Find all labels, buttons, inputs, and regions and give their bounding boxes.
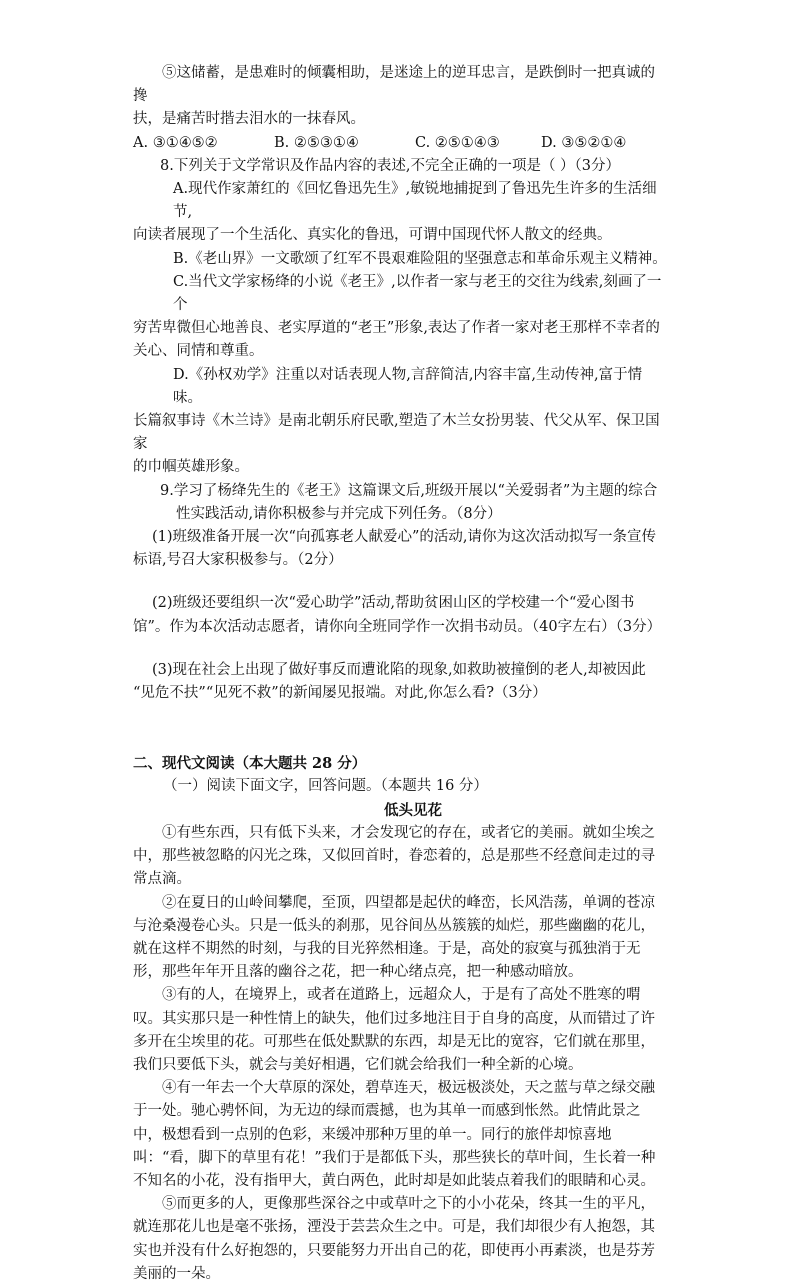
- q8-option-d-line2: 长篇叙事诗《木兰诗》是南北朝乐府民歌,塑造了木兰女扮男装、代父从军、保卫国家: [133, 413, 660, 453]
- q8-option-a-line2: 向读者展现了一个生活化、真实化的鲁迅，可谓中国现代怀人散文的经典。: [133, 227, 612, 244]
- q9-sub2-answer-space[interactable]: [133, 639, 667, 659]
- q8-option-c-line3: 关心、同情和尊重。: [133, 343, 264, 360]
- q7-item5-line1: ⑤这储蓄，是患难时的倾囊相助，是迷途上的逆耳忠言，是跌倒时一把真诚的搀: [133, 65, 655, 105]
- q8-option-d-line1: D.《孙权劝学》注重以对话表现人物,言辞简洁,内容丰富,生动传神,富于情味。: [173, 366, 643, 406]
- subsection-heading: （一）阅读下面文字，回答问题。（本题共 16 分）: [163, 778, 488, 795]
- q7-options: [133, 132, 667, 155]
- q7-option-b[interactable]: B. ②⑤③①④: [274, 134, 359, 151]
- q9-stem-line2: 性实践活动,请你积极参与并完成下列任务。（8分）: [176, 505, 502, 522]
- article-paragraph: ⑤而更多的人，更像那些深谷之中或草叶之下的小小花朵，终其一生的平凡，就连那花儿也是毫不张扬，湮没于芸芸众生之中。可是，我们却很少有人抱怨，其实也并没有什么好抱怨的，只要能努力开出自己的花，即使再小再素淡，也是芬芳美丽的一朵。: [133, 1196, 655, 1282]
- q7-option-d[interactable]: D. ③⑤②①④: [541, 134, 627, 151]
- q8-stem: 8.下列关于文学常识及作品内容的表述,不完全正确的一项是（ ）（3分）: [160, 157, 621, 174]
- page-content: [133, 62, 667, 1286]
- q8-option-d-line3: 的巾帼英雄形象。: [133, 459, 249, 476]
- q9-sub2-line1: (2)班级还要组织一次“爱心助学”活动,帮助贫困山区的学校建一个“爱心图书: [152, 595, 635, 612]
- q7-option-c[interactable]: C. ②⑤①④③: [415, 134, 500, 151]
- article-title: 低头见花: [384, 801, 442, 819]
- q8-option-c-line2: 穷苦卑微但心地善良、老实厚道的“老王”形象,表达了作者一家对老王那样不幸者的: [133, 320, 660, 337]
- q8-option-a-line1: A.现代作家萧红的《回忆鲁迅先生》,敏锐地捕捉到了鲁迅先生许多的生活细节,: [173, 181, 657, 221]
- q9-sub1-line1: (1)班级准备开展一次“向孤寡老人献爱心”的活动,请你为这次活动拟写一条宣传: [152, 529, 656, 546]
- q9-stem-line1: 9.学习了杨绛先生的《老王》这篇课文后,班级开展以“关爱弱者”为主题的综合: [160, 482, 658, 499]
- q9-sub2-line2: 馆”。作为本次活动志愿者，请你向全班同学作一次捐书动员。（40字左右）（3分）: [133, 618, 662, 635]
- q9-sub3-answer-space[interactable]: [133, 705, 667, 752]
- q9-sub3-line1: (3)现在社会上出现了做好事反而遭讹陷的现象,如救助被撞倒的老人,却被因此: [152, 661, 646, 678]
- q7-option-a[interactable]: A. ③①④⑤②: [133, 134, 218, 151]
- q8-option-b: B.《老山界》一文歌颂了红军不畏艰难险阻的坚强意志和革命乐观主义精神。: [173, 250, 667, 267]
- article-paragraph: ②在夏日的山岭间攀爬，至顶，四望都是起伏的峰峦，长风浩荡，单调的苍凉与沧桑漫卷心头。只是一低头的刹那，见谷间丛丛簇簇的灿烂，那些幽幽的花儿，就在这样不期然的时刻，与我的目光猝然相逢。于是，高处的寂寞与孤独消于无形，那些年年开且落的幽谷之花，把一种心绪点亮，把一种感动暗放。: [133, 894, 655, 981]
- article-paragraph: ①有些东西，只有低下头来，才会发现它的存在，或者它的美丽。就如尘埃之中，那些被忽略的闪光之珠，又似回首时，眷恋着的，总是那些不经意间走过的寻常点滴。: [133, 824, 655, 888]
- q9-sub1-answer-space[interactable]: [133, 572, 667, 592]
- article-paragraph: ③有的人，在境界上，或者在道路上，远超众人，于是有了高处不胜寒的喟叹。其实那只是一种性情上的缺失，他们过多地注目于自身的高度，从而错过了许多开在尘埃里的花。可那些在低处默默的东西，却是无比的宽容，它们就在那里，我们只要低下头，就会与美好相遇，它们就会给我们一种全新的心境。: [133, 987, 655, 1073]
- article-paragraph: ④有一年去一个大草原的深处，碧草连天，极远极淡处，天之蓝与草之绿交融于一处。驰心骋怀间，为无边的绿而震撼，也为其单一而感到怅然。此情此景之中，极想看到一点别的色彩，来缓冲那种万里的单一。同行的旅伴却惊喜地叫：“看，脚下的草里有花！”我们于是都低下头，那些狭长的草叶间，生长着一种不知名的小花，没有指甲大，黄白两色，此时却是如此装点着我们的眼睛和心灵。: [133, 1080, 656, 1189]
- q9-sub1-line2: 标语,号召大家积极参与。（2分）: [133, 552, 343, 569]
- q7-item5-line2: 扶，是痛苦时揩去泪水的一抹春风。: [133, 111, 365, 128]
- section-heading: 二、现代文阅读（本大题共 28 分）: [133, 755, 367, 773]
- q8-option-c-line1: C.当代文学家杨绛的小说《老王》,以作者一家与老王的交往为线索,刻画了一个: [173, 273, 662, 314]
- q9-sub3-line2: “见危不扶”“见死不救”的新闻屡见报端。对此,你怎么看?（3分）: [133, 685, 547, 702]
